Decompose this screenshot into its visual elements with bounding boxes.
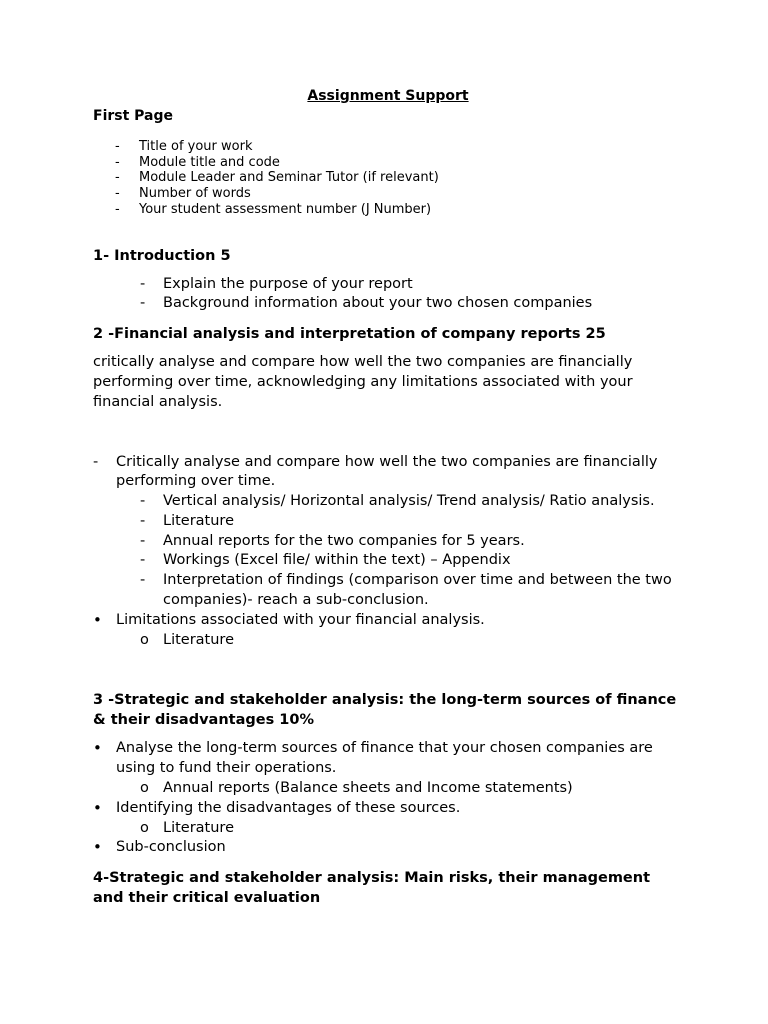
list-item [93,155,683,171]
list-item [93,186,683,202]
list-item-text: Your student assessment number (J Number) [139,201,432,217]
list-item-text: Sub-conclusion [116,839,226,856]
list-item [93,453,683,493]
document-page [93,86,683,908]
list-item-text: Critically analyse and compare how well the two companies are financially performing over time. [116,453,658,490]
list-item-text: Module title and code [139,154,280,170]
dash-marker: - [115,170,120,186]
list-item [93,611,683,631]
dash-marker: - [115,201,120,217]
dash-marker: - [140,552,146,569]
list-item-text: Annual reports for the two companies for 5 years. [163,532,525,549]
list-item-text: Literature [163,512,234,529]
list-item [93,202,683,218]
list-item-text: Identifying the disadvantages of these sources. [116,799,461,816]
list-item [93,571,683,611]
list-item-text: Limitations associated with your financial analysis. [116,611,485,628]
dash-marker: - [140,512,146,529]
list-item [93,492,683,512]
list-item [93,551,683,571]
dash-marker: - [93,453,99,470]
list-item-text: Interpretation of findings (comparison over time and between the two companies)- reach a sub-conclusion. [163,572,672,609]
list-item-text: Workings (Excel file/ within the text) – Appendix [163,552,511,569]
section-2-list [93,453,683,651]
list-item-text: Annual reports (Balance sheets and Income statements) [163,780,573,797]
list-item-text: Analyse the long-term sources of finance that your chosen companies are using to fund their operations. [116,740,653,777]
dash-marker: - [115,154,120,170]
list-item [93,819,683,839]
list-item [93,838,683,858]
dash-marker: - [140,532,146,549]
list-item [93,739,683,779]
section-1-list [93,275,683,315]
list-item [93,170,683,186]
list-item-text: Title of your work [139,139,253,154]
dash-marker: - [140,295,146,312]
bullet-marker: • [93,798,102,817]
list-item [93,294,683,314]
bullet-marker: • [93,838,102,857]
section-3-heading: 3 -Strategic and stakeholder analysis: the long-term sources of finance & their disadvantages 10% [93,692,677,729]
bullet-marker: • [93,610,102,629]
dash-marker: - [115,186,120,202]
list-item [93,512,683,532]
bullet-marker: • [93,739,102,758]
list-item-text: Explain the purpose of your report [163,275,413,292]
document-title: Assignment Support [307,88,469,104]
first-page-heading: First Page [93,108,174,124]
list-item [93,779,683,799]
list-item [93,799,683,819]
dash-marker: - [140,493,146,510]
section-2-intro: critically analyse and compare how well the two companies are financially performing over time, acknowledging any limitations associated with your financial analysis. [93,354,633,410]
list-item-text: Background information about your two chosen companies [163,295,593,312]
circle-marker: o [140,780,149,797]
list-item-text: Vertical analysis/ Horizontal analysis/ Trend analysis/ Ratio analysis. [163,493,655,510]
list-item [93,532,683,552]
list-item [93,631,683,651]
section-1-heading: 1- Introduction 5 [93,247,231,264]
list-item [93,275,683,295]
dash-marker: - [140,275,146,292]
section-4-heading: 4-Strategic and stakeholder analysis: Main risks, their management and their critical evaluation [93,870,651,907]
list-item-text: Literature [163,819,234,836]
first-page-list [93,139,683,218]
list-item-text: Number of words [139,186,251,202]
dash-marker: - [115,139,120,154]
list-item-text: Literature [163,631,234,648]
section-2-heading: 2 -Financial analysis and interpretation of company reports 25 [93,326,606,343]
circle-marker: o [140,631,149,648]
list-item-text: Module Leader and Seminar Tutor (if relevant) [139,170,439,186]
list-item [93,139,683,155]
dash-marker: - [140,572,146,589]
section-3-list [93,739,683,858]
circle-marker: o [140,819,149,836]
